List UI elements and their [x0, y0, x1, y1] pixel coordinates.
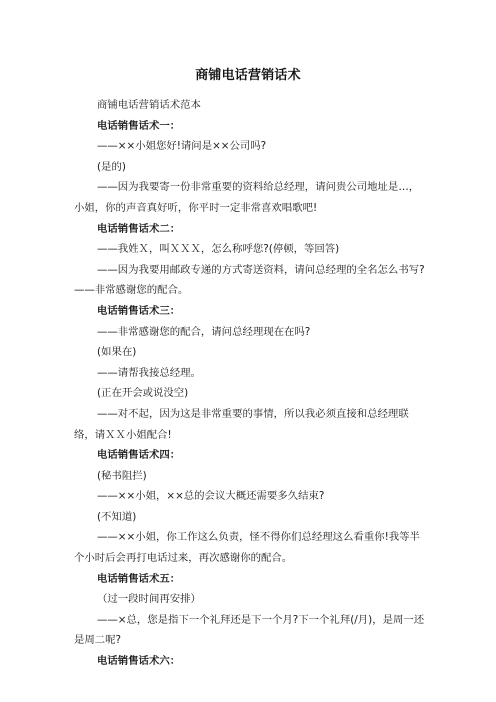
body-paragraph: ——非常感谢您的配合，请问总经理现在在吗? — [97, 325, 311, 338]
document-body — [74, 95, 426, 672]
section-heading: 电话销售话术三： — [97, 304, 181, 317]
body-paragraph: ——对不起，因为这是非常重要的事情，所以我必须直接和总经理联络，请ＸＸ小姐配合! — [74, 407, 409, 441]
body-paragraph: (不知道) — [97, 510, 137, 523]
body-paragraph: (正在开会或说没空) — [97, 387, 189, 400]
section-heading: 电话销售话术二： — [97, 222, 181, 235]
body-paragraph: ——××小姐，××总的会议大概还需要多久结束? — [97, 490, 325, 503]
body-paragraph: ——请帮我接总经理。 — [97, 366, 201, 379]
body-paragraph: ——×总，您是指下一个礼拜还是下一个月?下一个礼拜(/月)，是周一还是周二呢? — [74, 613, 425, 647]
section-heading: 电话销售话术四： — [97, 449, 181, 462]
body-paragraph: ——因为我要用邮政专递的方式寄送资料，请问总经理的全名怎么书写?——非常感谢您的配合。 — [74, 263, 425, 297]
body-paragraph: (秘书阻拦) — [97, 469, 147, 482]
document-title: 商铺电话营销话术 — [195, 68, 301, 83]
body-paragraph: ——××小姐您好!请问是××公司吗? — [97, 140, 267, 153]
body-paragraph: 商铺电话营销话术范本 — [97, 99, 201, 111]
body-paragraph: （过一段时间再安排） — [97, 593, 201, 606]
body-paragraph: (如果在) — [97, 346, 137, 359]
body-paragraph: ——因为我要寄一份非常重要的资料给总经理，请问贵公司地址是…，小姐，你的声音真好听，你平时一定非常喜欢唱歌吧! — [74, 181, 420, 214]
section-heading: 电话销售话术六： — [97, 655, 181, 668]
section-heading: 电话销售话术一： — [97, 119, 181, 132]
body-paragraph: ——××小姐，你工作这么负责，怪不得你们总经理这么看重你!我等半个小时后会再打电话过来，再次感谢你的配合。 — [74, 531, 420, 565]
body-paragraph: ——我姓Ｘ，叫ＸＸＸ，怎么称呼您?(停顿，等回答) — [97, 243, 340, 256]
body-paragraph: (是的) — [97, 160, 126, 173]
section-heading: 电话销售话术五： — [97, 572, 181, 585]
